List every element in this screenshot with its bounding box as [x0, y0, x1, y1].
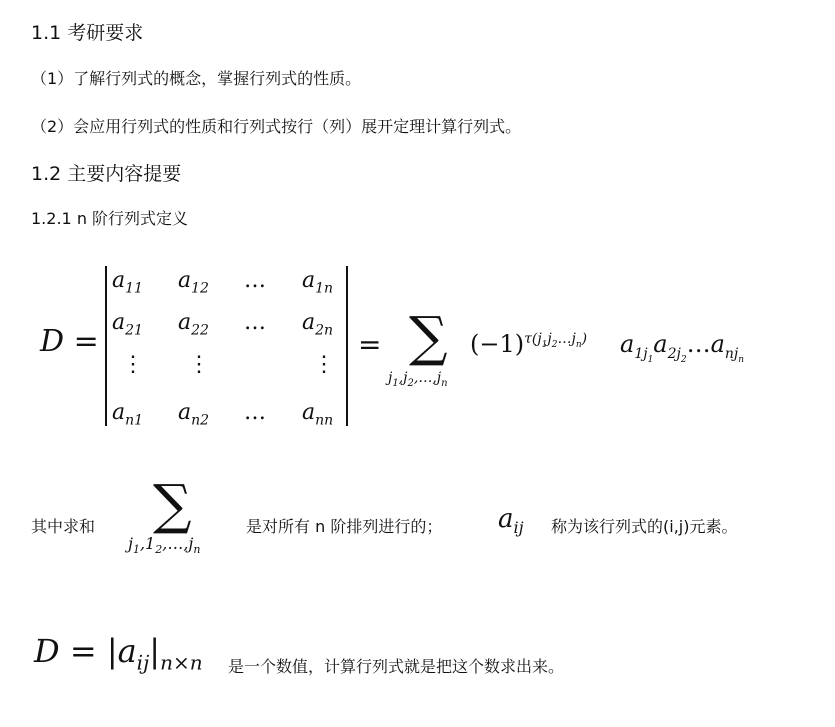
note-suffix: 称为该行列式的(i,j)元素。 — [551, 517, 738, 536]
requirement-item-1: （1）了解行列式的概念，掌握行列式的性质。 — [31, 69, 362, 88]
section-heading-1-1 — [31, 18, 143, 45]
section-title: 考研要求 — [67, 22, 144, 44]
section-number: 1.2 — [31, 163, 62, 185]
section-number: 1.1 — [31, 22, 62, 44]
final-statement: 是一个数值，计算行列式就是把这个数求出来。 — [228, 657, 565, 676]
subsection-number: 1.2.1 — [31, 209, 72, 228]
requirement-item-2: （2）会应用行列式的性质和行列式按行（列）展开定理计算行列式。 — [31, 117, 522, 136]
determinant-notation-formula: $D = |a_{ij}|_{n\times n}$ — [34, 632, 203, 675]
element-aij-formula: $a_{ij}$ — [498, 504, 524, 538]
section-heading-1-2 — [31, 159, 181, 186]
subsection-title: n 阶行列式定义 — [76, 209, 189, 228]
note-middle: 是对所有 n 阶排列进行的； — [246, 517, 443, 536]
subsection-heading-1-2-1 — [31, 206, 188, 229]
note-prefix: 其中求和 — [31, 517, 96, 536]
section-title: 主要内容提要 — [67, 163, 182, 185]
